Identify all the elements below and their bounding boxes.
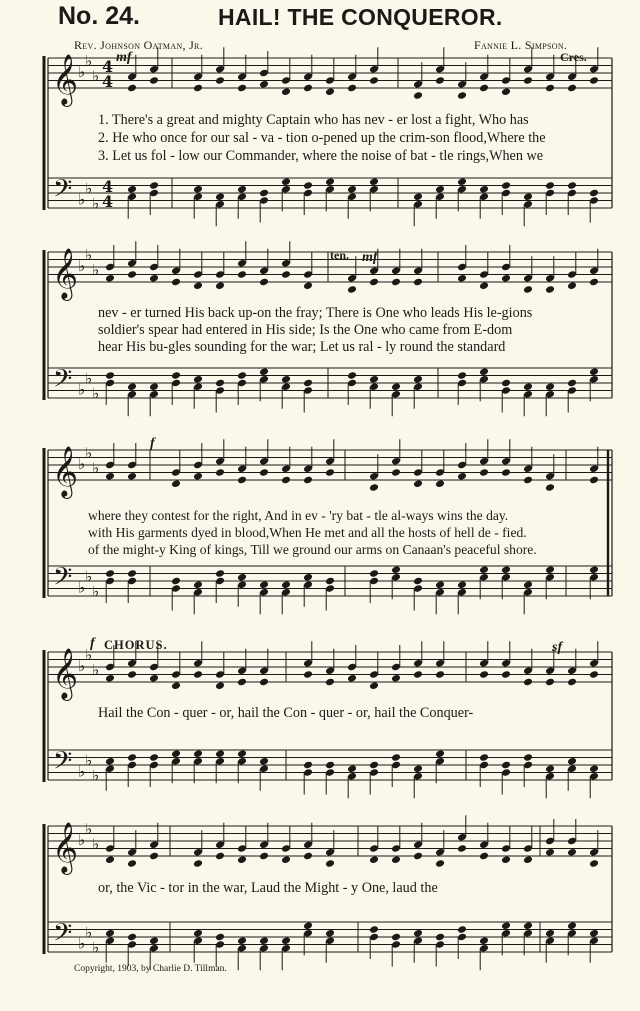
hymn-title: HAIL! THE CONQUEROR. [218, 4, 503, 30]
svg-text:4: 4 [102, 72, 114, 91]
svg-text:𝄞: 𝄞 [52, 54, 79, 105]
svg-text:♭: ♭ [78, 657, 86, 675]
lyric-s1-v1: 1. There's a great and mighty Captain who has nev - er lost a fight, Who has [98, 112, 529, 128]
svg-text:♭: ♭ [85, 751, 93, 770]
svg-text:♭: ♭ [78, 831, 86, 849]
lyric-s3-v2: with His garments dyed in blood,When He met and all the hosts of hell de - fied. [88, 525, 527, 540]
hymn-number: No. 24. [58, 2, 140, 30]
lyric-s2-v2: soldier's spear had entered in His side; Is the One who came from E-dom [98, 322, 513, 338]
svg-text:♭: ♭ [85, 179, 93, 198]
svg-text:♭: ♭ [92, 260, 100, 279]
lyric-chorus-1: Hail the Con - quer - or, hail the Con - quer - or, hail the Conquer- [98, 705, 474, 721]
svg-text:♭: ♭ [78, 934, 86, 953]
dynamic-cres: Cres. [560, 50, 587, 64]
dynamic-f: f [150, 436, 155, 451]
composer-credit: Fannie L. Simpson. [474, 38, 568, 52]
svg-text:𝄢: 𝄢 [53, 562, 73, 598]
svg-text:♭: ♭ [85, 443, 93, 462]
svg-text:♭: ♭ [92, 766, 100, 785]
svg-text:♭: ♭ [85, 567, 93, 586]
svg-text:𝄢: 𝄢 [53, 746, 73, 782]
lyric-s2-v3: hear His bu-gles sounding for the war; Let us ral - ly round the standard [98, 339, 506, 355]
dynamic-sf: sf [552, 640, 563, 655]
dynamic-f-chorus: f [90, 636, 95, 651]
svg-text:♭: ♭ [78, 63, 86, 81]
svg-text:𝄢: 𝄢 [53, 364, 73, 400]
svg-text:♭: ♭ [92, 938, 100, 957]
lyric-s3-v3: of the might-y King of kings, Till we ground our arms on Canaan's peaceful shore. [88, 542, 537, 557]
svg-text:♭: ♭ [92, 582, 100, 601]
lyric-s1-v2: 2. He who once for our sal - va - tion o-pened up the crim-son flood,Where the [98, 130, 546, 146]
svg-text:♭: ♭ [92, 384, 100, 403]
svg-text:♭: ♭ [85, 245, 93, 264]
dynamic-mf-2: mf [362, 250, 378, 265]
marking-ten: ten. [330, 248, 349, 262]
svg-text:♭: ♭ [85, 369, 93, 388]
svg-text:♭: ♭ [92, 834, 100, 853]
svg-text:♭: ♭ [92, 194, 100, 213]
lyric-chorus-2: or, the Vic - tor in the war, Laud the Might - y One, laud the [98, 880, 438, 896]
svg-text:♭: ♭ [78, 578, 86, 597]
svg-text:♭: ♭ [78, 762, 86, 781]
svg-text:♭: ♭ [78, 190, 86, 209]
lyric-s2-v1: nev - er turned His back up-on the fray; There is One who leads His le-gions [98, 305, 533, 321]
svg-text:4: 4 [102, 192, 114, 211]
svg-text:♭: ♭ [78, 257, 86, 275]
svg-text:𝄞: 𝄞 [52, 822, 79, 873]
dynamic-mf: mf [116, 50, 132, 65]
svg-text:4: 4 [102, 177, 114, 196]
svg-text:♭: ♭ [92, 66, 100, 85]
svg-text:♭: ♭ [92, 458, 100, 477]
svg-text:♭: ♭ [92, 660, 100, 679]
svg-text:𝄢: 𝄢 [53, 174, 73, 210]
svg-text:𝄞: 𝄞 [52, 648, 79, 699]
svg-text:♭: ♭ [85, 923, 93, 942]
svg-text:𝄞: 𝄞 [52, 446, 79, 497]
svg-text:♭: ♭ [85, 645, 93, 664]
svg-text:♭: ♭ [78, 455, 86, 473]
copyright-notice: Copyright, 1903, by Charlie D. Tillman. [74, 964, 227, 974]
chorus-label: CHORUS. [104, 638, 168, 652]
lyric-s3-v1: where they contest for the right, And in ev - 'ry bat - tle al-ways wins the day. [88, 508, 509, 523]
svg-text:𝄞: 𝄞 [52, 248, 79, 299]
svg-text:♭: ♭ [85, 819, 93, 838]
svg-text:𝄢: 𝄢 [53, 918, 73, 954]
svg-text:♭: ♭ [85, 51, 93, 70]
lyric-s1-v3: 3. Let us fol - low our Commander, where the noise of bat - tle rings,When we [98, 148, 544, 164]
lyricist-credit: Rev. Johnson Oatman, Jr. [74, 38, 203, 52]
svg-text:4: 4 [102, 57, 114, 76]
svg-text:♭: ♭ [78, 380, 86, 399]
